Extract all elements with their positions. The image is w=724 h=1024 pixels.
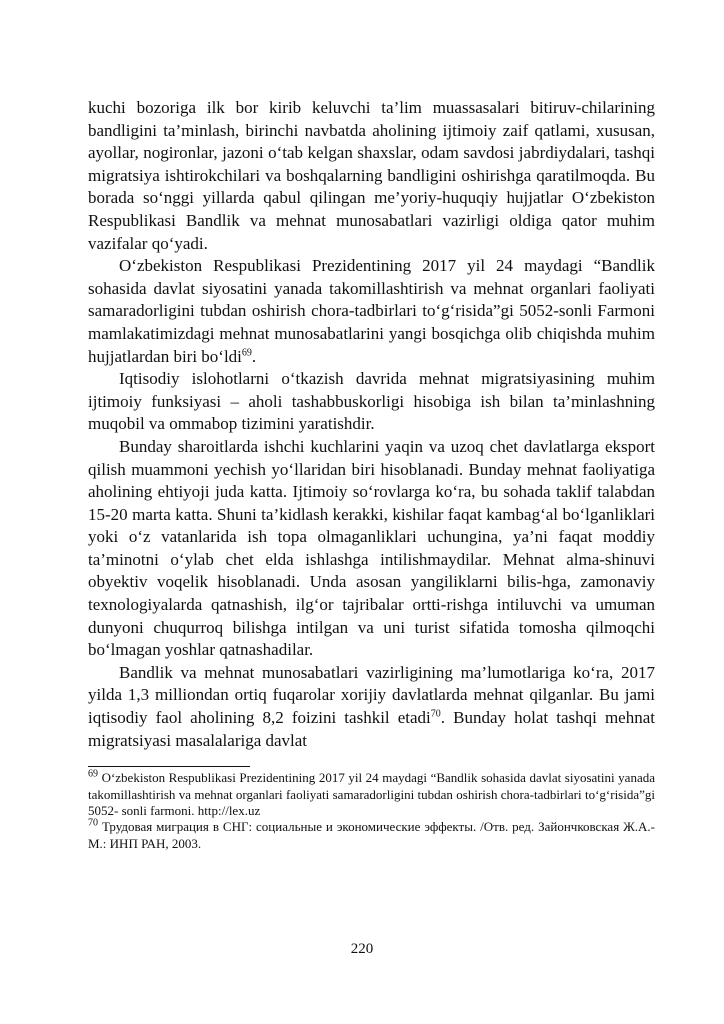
footnote-text: O‘zbekiston Respublikasi Prezidentining 2017 yil 24 maydagi “Bandlik sohasida davlat siyosatini yanada takomillashtirish va mehnat organlari faoliyati samaradorligini tubdan oshirish chora-tadbirlari to‘g‘risida”gi 5052- sonli farmoni. http://lex.uz: [88, 770, 655, 819]
paragraph-1: [88, 97, 655, 255]
footnote-text: Трудовая миграция в СНГ: социальные и экономические эффекты. /Отв. ред. Зайончковская Ж.А.- М.: ИНП РАН, 2003.: [88, 819, 655, 851]
footnote-reference-70[interactable]: 70: [430, 708, 441, 720]
paragraph-2: [88, 255, 655, 368]
paragraph-text: Iqtisodiy islohotlarni o‘tkazish davrida mehnat migratsiyasining muhim ijtimoiy funksiyasi – aholi tashabbuskorligi hisobiga ish bilan ta’minlashning muqobil va ommabop tizimini yaratishdir.: [88, 369, 655, 434]
paragraph-text-tail: . Bunday holat tashqi mehnat migratsiyasi masalalariga davlat: [88, 708, 655, 750]
footnote-69: [88, 770, 655, 819]
paragraph-text: Bandlik va mehnat munosabatlari vazirligining ma’lumotlariga ko‘ra, 2017 yilda 1,3 milliondan ortiq fuqarolar xorijiy davlatlarda mehnat qilganlar. Bu jami iqtisodiy faol aholining 8,2 foizini tashkil etadi: [88, 662, 655, 728]
footnote-marker: 69: [88, 768, 98, 780]
footnote-reference-69[interactable]: 69: [241, 346, 252, 358]
footnote-marker: 70: [88, 818, 98, 830]
footnote-separator: [88, 766, 250, 767]
paragraph-4: [88, 436, 655, 662]
paragraph-text: kuchi bozoriga ilk bor kirib keluvchi ta’lim muassasalari bitiruv-chilarining bandligini ta’minlash, birinchi navbatda aholining ijtimoiy zaif qatlami, xususan, ayollar, nogironlar, jazoni o‘tab kelgan shaxslar, odam savdosi jabrdiydalari, tashqi migratsiya ishtirokchilari va boshqalarning bandligini oshirishga qaratilmoqda. Bu borada so‘nggi yillarda qabul qilingan me’yoriy-huquqiy hujjatlar O‘zbekiston Respublikasi Bandlik va mehnat munosabatlari vazirligi oldiga qator muhim vazifalar qo‘yadi.: [88, 98, 655, 253]
page-number: 220: [350, 941, 374, 957]
footnotes: [88, 770, 655, 852]
paragraph-text: O‘zbekiston Respublikasi Prezidentining 2017 yil 24 maydagi “Bandlik sohasida davlat siyosatini yanada takomillashtirish va mehnat organlari faoliyati samaradorligini tubdan oshirish chora-tadbirlari to‘g‘risida”gi 5052-sonli Farmoni mamlakatimizdagi mehnat munosabatlarini yangi bosqichga olib chiqishda muhim hujjatlardan biri bo‘ldi: [88, 256, 655, 366]
footnote-70: [88, 819, 655, 852]
paragraph-5: [88, 662, 655, 752]
paragraph-3: [88, 368, 655, 436]
paragraph-text-tail: .: [251, 346, 257, 366]
paragraph-text: Bunday sharoitlarda ishchi kuchlarini yaqin va uzoq chet davlatlarga eksport qilish muammoni yechish yo‘llaridan biri hisoblanadi. Bunday mehnat faoliyatiga aholining ehtiyoji juda katta. Ijtimoiy so‘rovlarga ko‘ra, bu sohada taklif talabdan 15-20 marta katta. Shuni ta’kidlash kerakki, kishilar faqat kambag‘al bo‘lganliklari yoki o‘z vatanlarida ish topa olmaganliklari uchungina, ya’ni faqat moddiy ta’minotni o‘ylab chet elda ishlashga intilishmaydilar. Mehnat alma-shinuvi obyektiv voqelik hisoblanadi. Unda asosan yangiliklarni bilis-hga, zamonaviy texnologiyalarda qatnashish, ilg‘or tajribalar ortti-rishga intiluvchi va umuman dunyoni chuqurroq bilishga intilgan va uni turist sifatida tomosha qilmoqchi bo‘lmagan yoshlar qatnashadilar.: [88, 436, 655, 660]
page-content: [88, 97, 655, 852]
main-text: [88, 97, 655, 752]
